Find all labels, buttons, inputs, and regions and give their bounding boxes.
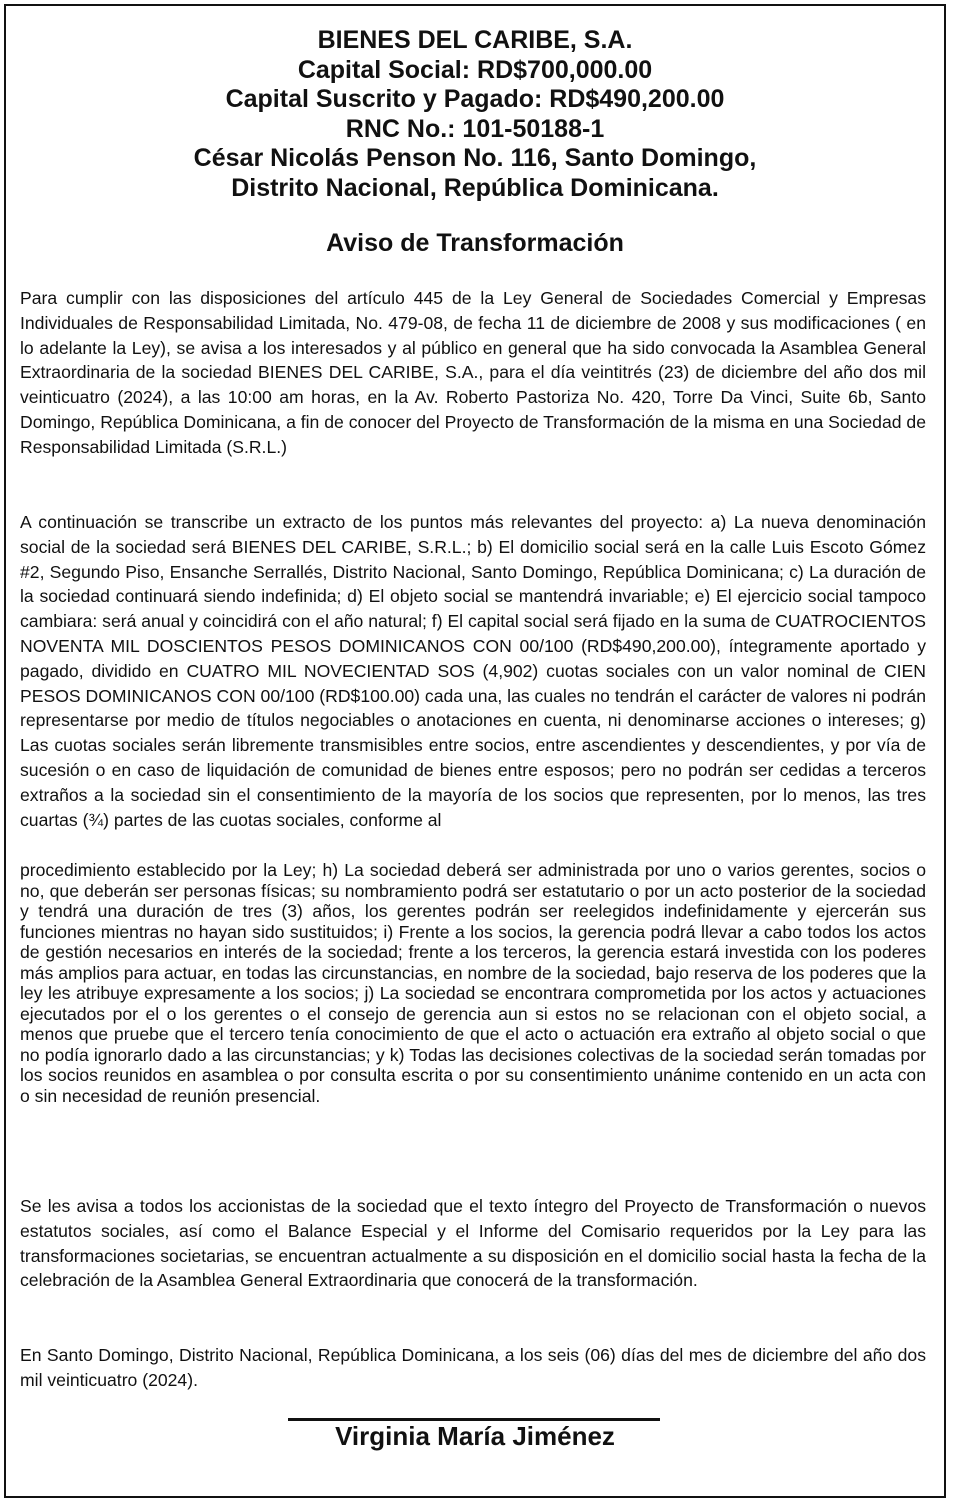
capital-suscrito: Capital Suscrito y Pagado: RD$490,200.00 <box>225 85 725 113</box>
address-line-1: César Nicolás Penson No. 116, Santo Domingo, <box>193 144 757 172</box>
signatory-name: Virginia María Jiménez <box>335 1421 615 1451</box>
company-name: BIENES DEL CARIBE, S.A. <box>317 26 633 54</box>
paragraph-project-extract: A continuación se transcribe un extracto de los puntos más relevantes del proyecto: a) La nueva denominación social de la sociedad será BIENES DEL CARIBE, S.R.L.; b) El domicilio social será en la calle Luis Escoto Gómez #2, Segundo Piso, Ensanche Serrallés, Distrito Nacional, Santo Domingo, República Dominicana; c) La duración de la sociedad continuará siendo indefinida; d) El objeto social se mantendrá invariable; e) El ejercicio social tampoco cambiara: será anual y coincidirá con el año natural; f) El capital social será fijado en la suma de CUATROCIENTOS NOVENTA MIL DOSCIENTOS PESOS DOMINICANOS CON 00/100 (RD$490,200.00), íntegramente aportado y pagado, dividido en CUATRO MIL NOVECIENTAD SOS (4,902) cuotas sociales con un valor nominal de CIEN PESOS DOMINICANOS CON 00/100 (RD$100.00) cada una, las cuales no tendrán el carácter de valores ni podrán representarse por medio de títulos negociables o anotaciones en cuenta, ni denominarse acciones o intereses; g) Las cuotas sociales serán libremente transmisibles entre socios, entre ascendientes y descendientes, y por vía de sucesión o en caso de liquidación de comunidad de bienes entre esposos; pero no podrán ser cedidas a terceros extraños a la sociedad sin el consentimiento de la mayoría de los socios que representen, por lo menos, las tres cuartas (¾) partes de las cuotas sociales, conforme al <box>20 512 926 830</box>
address-line-2: Distrito Nacional, República Dominicana. <box>231 173 719 202</box>
paragraph-project-extract-continued: procedimiento establecido por la Ley; h) La sociedad deberá ser administrada por uno o varios gerentes, socios o no, que deberán ser personas físicas; su nombramiento podrá ser estatutario o por un acto posterior de la sociedad y tendrá una duración de tres (3) años, los gerentes podrán ser reelegidos indefinidamente y ejercerán sus funciones mientras no hayan sido sustituidos; i) Frente a los socios, la gerencia podrá llevar a cabo todos los actos de gestión necesarios en interés de la sociedad; frente a los terceros, la gerencia estará investida con los poderes más amplios para actuar, en todas las circunstancias, en nombre de la sociedad, bajo reserva de los poderes que la ley les atribuye expresamente a los socios; j) La sociedad se encontrara comprometida por los actos y actuaciones ejecutados por el o los gerentes o el consejo de gerencia aun si estos no se relacionan con el objeto social, a menos que pruebe que el tercero tenía conocimiento de que el acto o actuación era extraño al objeto social o que no podía ignorarlo dado a las circunstancias; y k) Todas las decisiones colectivas de la sociedad serán tomadas por los socios reunidos en asamblea o por consulta escrita o por su consentimiento unánime contenido en un acta con o sin necesidad de reunión presencial. <box>20 860 926 1106</box>
paragraph-place-date: En Santo Domingo, Distrito Nacional, República Dominicana, a los seis (06) días del mes de diciembre del año dos mil veinticuatro (2024). <box>20 1345 926 1390</box>
paragraph-convocation: Para cumplir con las disposiciones del artículo 445 de la Ley General de Sociedades Comercial y Empresas Individuales de Responsabilidad Limitada, No. 479-08, de fecha 11 de diciembre de 2008 y sus modificaciones ( en lo adelante la Ley), se avisa a los interesados y al público en general que ha sido convocada la Asamblea General Extraordinaria de la sociedad BIENES DEL CARIBE, S.A., para el día veintitrés (23) de diciembre del año dos mil veinticuatro (2024), a las 10:00 am horas, en la Av. Roberto Pastoriza No. 420, Torre Da Vinci, Suite 6b, Santo Domingo, República Dominicana, a fin de conocer del Proyecto de Transformación de la misma en una Sociedad de Responsabilidad Limitada (S.R.L.) <box>20 288 926 457</box>
paragraph-shareholder-notice: Se les avisa a todos los accionistas de la sociedad que el texto íntegro del Proyecto de Transformación o nuevos estatutos sociales, así como el Balance Especial y el Informe del Comisario requeridos por la Ley para las transformaciones societarias, se encuentran actualmente a su disposición en el domicilio social hasta la fecha de la celebración de la Asamblea General Extraordinaria que conocerá de la transformación. <box>20 1196 926 1291</box>
notice-title: Aviso de Transformación <box>326 229 624 257</box>
company-header <box>20 26 930 203</box>
capital-social: Capital Social: RD$700,000.00 <box>297 55 653 84</box>
rnc-number: RNC No.: 101-50188-1 <box>345 114 605 143</box>
